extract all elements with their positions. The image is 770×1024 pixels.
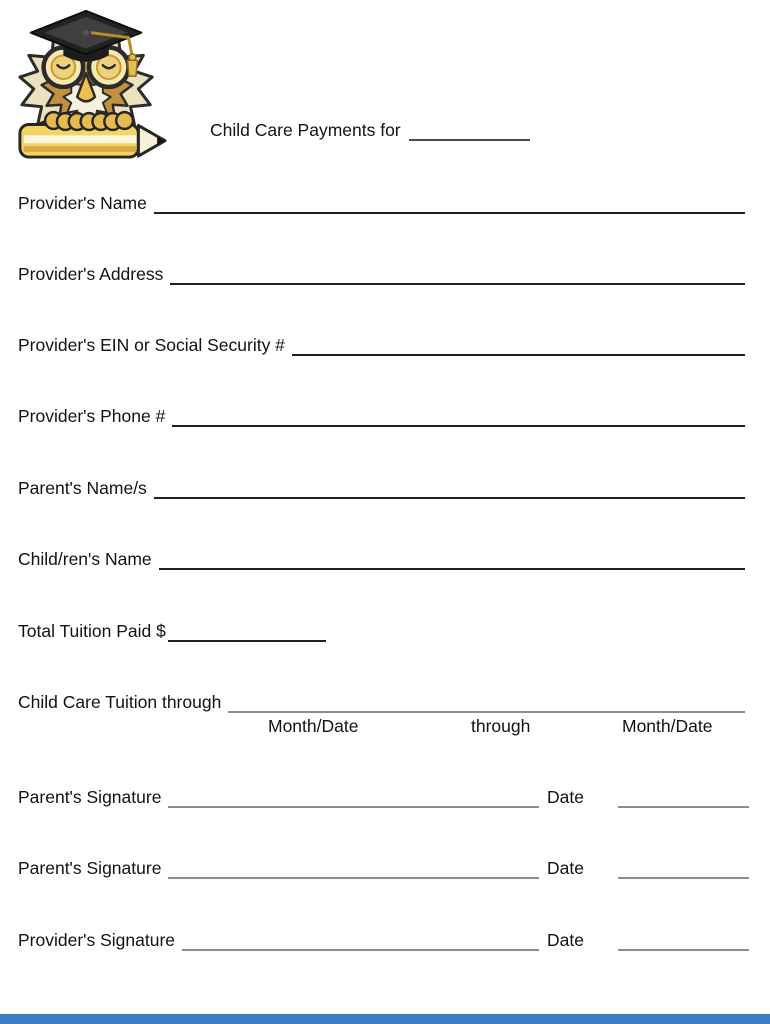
field-row-tuition-period: [18, 692, 745, 713]
total-tuition-label: Total Tuition Paid $: [18, 621, 166, 641]
field-row-total-tuition: [18, 621, 745, 642]
providers-ein-ssn-line[interactable]: [292, 349, 745, 356]
field-row-providers-name: [18, 193, 745, 214]
field-label: Provider's Phone #: [18, 406, 166, 426]
providers-address-line[interactable]: [170, 278, 745, 285]
sublabel-month-date-end: Month/Date: [622, 716, 713, 736]
form-title-row: [210, 119, 530, 141]
field-label: Parent's Name/s: [18, 478, 147, 498]
field-label: Provider's Name: [18, 193, 147, 213]
field-label: Provider's Address: [18, 264, 164, 284]
field-row-parents-names: [18, 478, 745, 499]
providers-name-line[interactable]: [154, 207, 745, 214]
signature-label: Parent's Signature: [18, 858, 162, 878]
parents-names-line[interactable]: [154, 492, 745, 499]
field-label: Child/ren's Name: [18, 549, 152, 569]
date-label: Date: [547, 930, 584, 950]
provider-signature-line[interactable]: [182, 944, 539, 951]
sublabel-through: through: [471, 716, 531, 736]
parent-signature-line-1[interactable]: [168, 801, 539, 808]
tuition-period-label: Child Care Tuition through: [18, 692, 222, 712]
form-title: Child Care Payments for: [210, 120, 401, 140]
signature-row-provider: [18, 930, 749, 951]
parent-date-line-1[interactable]: [618, 801, 749, 808]
field-row-childrens-name: [18, 549, 745, 570]
signature-label: Parent's Signature: [18, 787, 162, 807]
signature-label: Provider's Signature: [18, 930, 176, 950]
title-blank-line[interactable]: [409, 134, 530, 141]
date-label: Date: [547, 787, 584, 807]
date-label: Date: [547, 858, 584, 878]
field-row-providers-address: [18, 264, 745, 285]
owl-graduate-on-pencil-logo: [12, 6, 170, 162]
field-row-providers-ein-ssn: [18, 335, 745, 356]
bottom-accent-bar: [0, 1014, 770, 1024]
total-tuition-line[interactable]: [168, 635, 326, 642]
field-label: Provider's EIN or Social Security #: [18, 335, 285, 355]
field-row-providers-phone: [18, 406, 745, 427]
sublabel-month-date-start: Month/Date: [268, 716, 359, 736]
childrens-name-line[interactable]: [159, 563, 745, 570]
provider-date-line[interactable]: [618, 944, 749, 951]
owl-toes: [45, 112, 133, 130]
providers-phone-line[interactable]: [172, 420, 745, 427]
parent-signature-line-2[interactable]: [168, 872, 539, 879]
tuition-period-line[interactable]: [228, 706, 745, 713]
signature-row-parent-2: [18, 858, 749, 879]
signature-row-parent-1: [18, 787, 749, 808]
parent-date-line-2[interactable]: [618, 872, 749, 879]
